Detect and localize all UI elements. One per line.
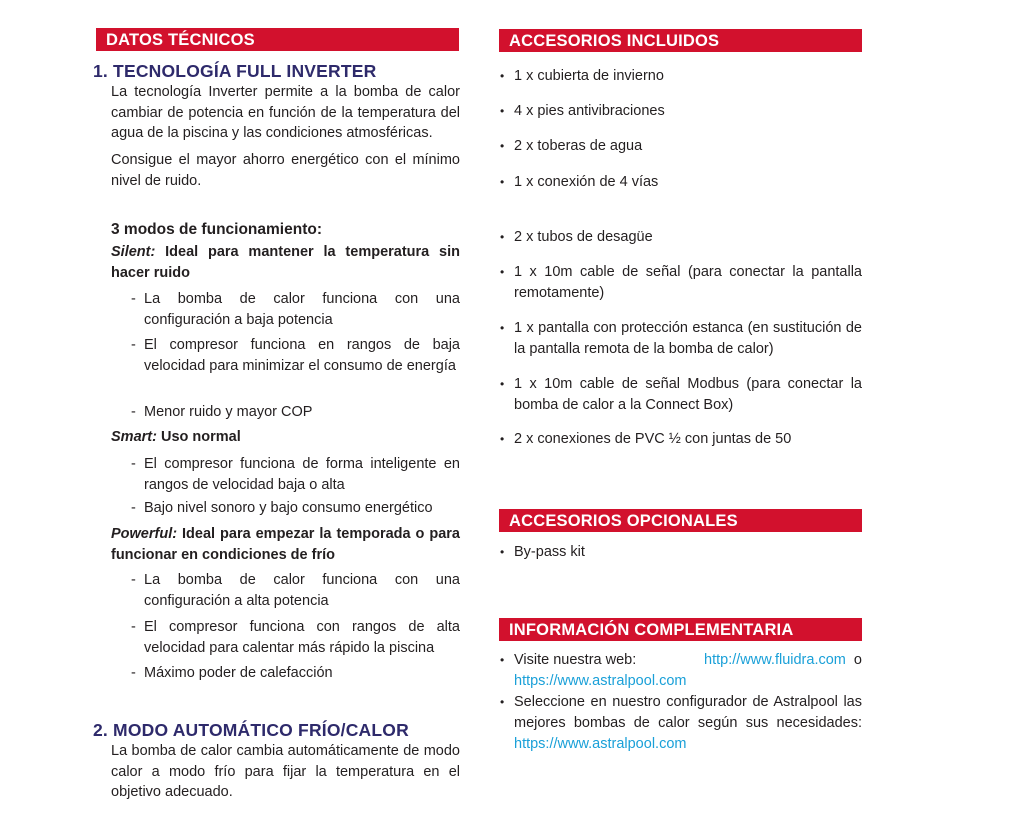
smart-item-2: - Bajo nivel sonoro y bajo consumo energético	[131, 498, 460, 519]
mode-powerful	[111, 524, 460, 566]
section1-paragraph-2: Consigue el mayor ahorro energético con el mínimo nivel de ruido.	[111, 152, 460, 189]
info-item-config	[499, 692, 862, 755]
informacion-complementaria-header: INFORMACIÓN COMPLEMENTARIA	[499, 618, 862, 641]
astralpool-link-2[interactable]: https://www.astralpool.com	[514, 736, 687, 752]
accesorios-incluidos-header: ACCESORIOS INCLUIDOS	[499, 29, 862, 52]
mode-smart-desc: Uso normal	[156, 429, 241, 445]
mode-powerful-name: Powerful:	[111, 526, 178, 542]
accesorios-opcionales-header: ACCESORIOS OPCIONALES	[499, 509, 862, 532]
mode-powerful-desc: Ideal para empezar la temporada o para funcionar en condiciones de frío	[111, 526, 460, 563]
info-config-text: Seleccione en nuestro configurador de Astralpool las mejores bombas de calor según sus necesidades:	[514, 694, 862, 731]
info-visit-line	[514, 650, 862, 671]
mode-silent-desc: Ideal para mantener la temperatura sin hacer ruido	[111, 244, 460, 281]
info-visit-text: • Visite nuestra web:	[514, 652, 637, 668]
powerful-item-1: - La bomba de calor funciona con una configuración a alta potencia	[131, 570, 460, 611]
powerful-item-2: - El compresor funciona con rangos de alta velocidad para calentar más rápido la piscina	[131, 617, 460, 658]
optional-item-1: • By-pass kit	[499, 542, 862, 563]
section2-title: 2. MODO AUTOMÁTICO FRÍO/CALOR	[93, 720, 409, 740]
fluidra-link[interactable]: http://www.fluidra.com	[704, 652, 846, 668]
datos-tecnicos-header: DATOS TÉCNICOS	[96, 28, 459, 51]
powerful-item-3: - Máximo poder de calefacción	[131, 663, 460, 684]
included-item-6: • 1 x 10m cable de señal (para conectar la pantalla remotamente)	[499, 262, 862, 304]
silent-item-3: - Menor ruido y mayor COP	[131, 402, 460, 423]
section1-title: 1. TECNOLOGÍA FULL INVERTER	[93, 61, 377, 81]
info-visit-links	[704, 650, 862, 671]
included-item-2: • 4 x pies antivibraciones	[499, 101, 862, 122]
included-item-1: • 1 x cubierta de invierno	[499, 66, 862, 87]
included-item-7: • 1 x pantalla con protección estanca (en sustitución de la pantalla remota de la bomba de calor)	[499, 318, 862, 360]
silent-item-1: - La bomba de calor funciona con una configuración a baja potencia	[131, 289, 460, 330]
mode-smart-name: Smart:	[111, 429, 157, 445]
modes-title: 3 modos de funcionamiento:	[111, 221, 322, 238]
silent-item-2: - El compresor funciona en rangos de baja velocidad para minimizar el consumo de energía	[131, 335, 460, 376]
section1-paragraph-1: La tecnología Inverter permite a la bomba de calor cambiar de potencia en función de la temperatura del agua de la piscina y las condiciones atmosféricas.	[111, 84, 460, 141]
mode-smart	[111, 427, 460, 448]
section2-paragraph: La bomba de calor cambia automáticamente de modo calor a modo frío para fijar la temperatura en el objetivo adecuado.	[111, 743, 460, 800]
included-item-5: • 2 x tubos de desagüe	[499, 227, 862, 248]
mode-silent-name: Silent:	[111, 244, 156, 260]
included-item-8: • 1 x 10m cable de señal Modbus (para conectar la bomba de calor a la Connect Box)	[499, 374, 862, 416]
smart-item-1: - El compresor funciona de forma inteligente en rangos de velocidad baja o alta	[131, 454, 460, 495]
astralpool-link-1[interactable]: https://www.astralpool.com	[514, 673, 687, 689]
info-or-text: o	[853, 652, 862, 668]
included-item-4: • 1 x conexión de 4 vías	[499, 172, 862, 193]
included-item-3: • 2 x toberas de agua	[499, 136, 862, 157]
mode-silent	[111, 242, 460, 284]
info-item-visit	[499, 650, 862, 692]
included-item-9: • 2 x conexiones de PVC ½ con juntas de 50	[499, 429, 862, 450]
